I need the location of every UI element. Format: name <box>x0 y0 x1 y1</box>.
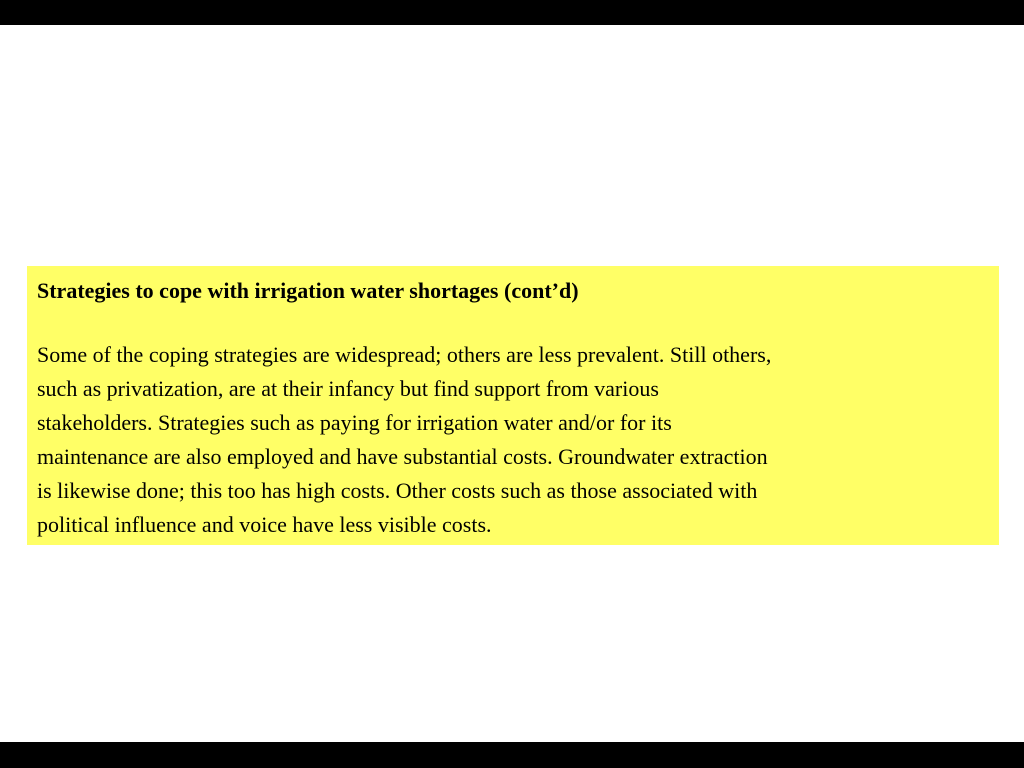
bottom-letterbox-bar <box>0 742 1024 768</box>
highlighted-text-box <box>27 266 999 545</box>
top-letterbox-bar <box>0 0 1024 25</box>
slide-canvas <box>0 25 1024 742</box>
slide-paragraph: Some of the coping strategies are widespread; others are less prevalent. Still others, such as privatization, are at their infancy but find support from various stakeholders. Strategies such as paying for irrigation water and/or for its maintenance are also employed and have substantial costs. Groundwater extraction is likewise done; this too has high costs. Other costs such as those associated with political influence and voice have less visible costs. <box>37 342 772 537</box>
slide-heading: Strategies to cope with irrigation water shortages (cont’d) <box>37 278 579 303</box>
